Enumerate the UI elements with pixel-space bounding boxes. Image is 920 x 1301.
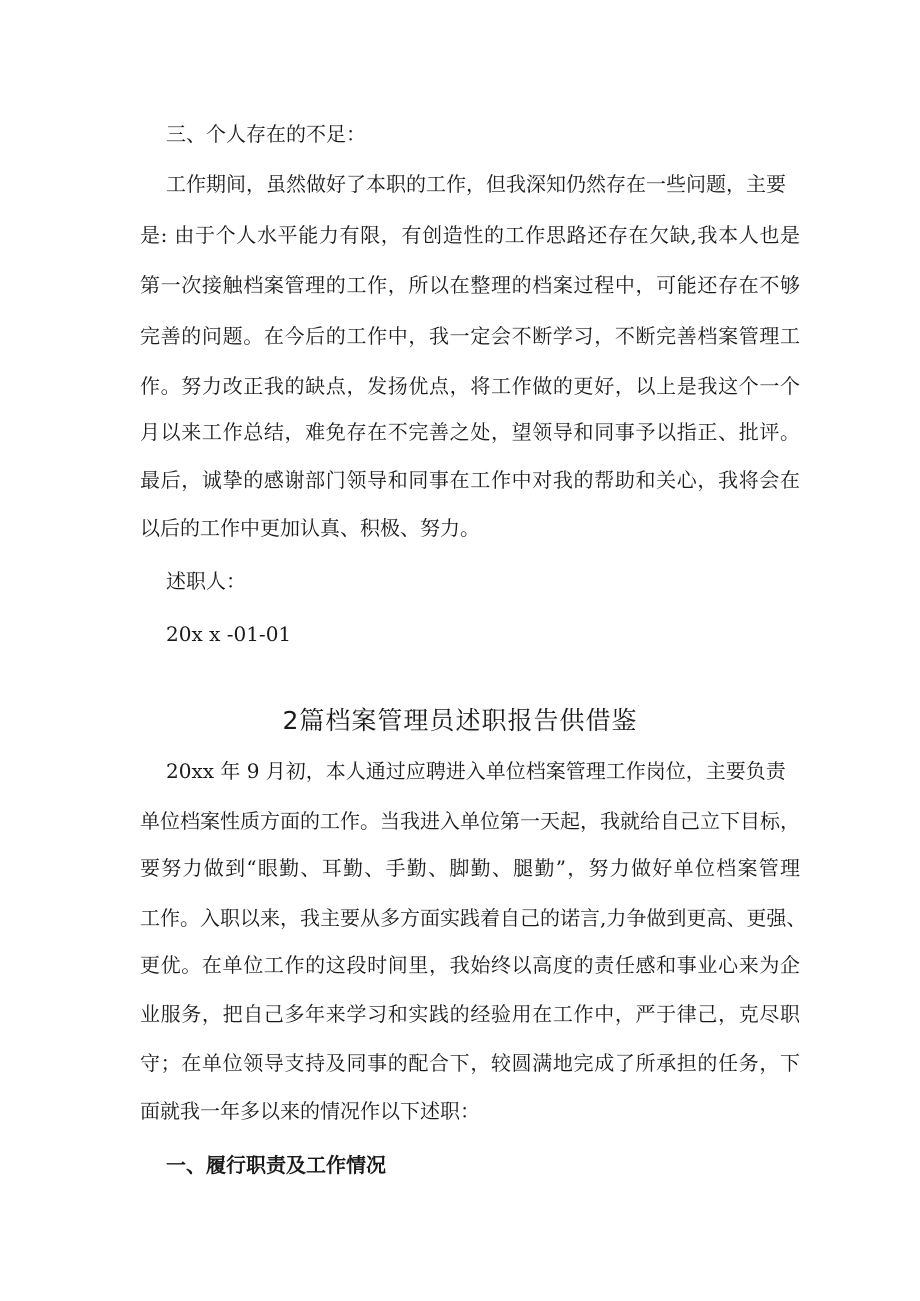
- section-heading-duties: 一、履行职责及工作情况: [166, 1153, 386, 1177]
- paragraph-line: 工作。入职以来，我主要从多方面实践着自己的诺言,力争做到更高、更强、: [140, 906, 807, 930]
- paragraph-line: 第一次接触档案管理的工作，所以在整理的档案过程中，可能还存在不够: [140, 273, 800, 297]
- paragraph-line: 单位档案性质方面的工作。当我进入单位第一天起，我就给自己立下目标，: [140, 809, 800, 833]
- paragraph-line: 是: 由于个人水平能力有限，有创造性的工作思路还存在欠缺,我本人也是: [140, 223, 800, 247]
- paragraph-line: 最后，诚挚的感谢部门领导和同事在工作中对我的帮助和关心，我将会在: [140, 468, 800, 492]
- article-title: 2篇档案管理员述职报告供借鉴: [282, 706, 638, 735]
- signature-label: 述职人：: [166, 569, 246, 593]
- paragraph-line: 工作期间，虽然做好了本职的工作，但我深知仍然存在一些问题，主要: [166, 172, 786, 196]
- paragraph-line: 作。努力改正我的缺点，发扬优点，将工作做的更好，以上是我这个一个: [140, 374, 800, 398]
- paragraph-line: 守；在单位领导支持及同事的配合下，较圆满地完成了所承担的任务，下: [140, 1051, 800, 1075]
- paragraph-line: 业服务，把自己多年来学习和实践的经验用在工作中，严于律己，克尽职: [140, 1002, 800, 1026]
- report-date: 20x x -01-01: [166, 622, 292, 646]
- section-heading-shortcomings: 三、个人存在的不足：: [166, 122, 366, 146]
- paragraph-line: 要努力做到“眼勤、耳勤、手勤、脚勤、腿勤”，努力做好单位档案管理: [140, 856, 800, 880]
- paragraph-line: 20xx 年 9 月初，本人通过应聘进入单位档案管理工作岗位，主要负责: [166, 759, 786, 783]
- paragraph-line: 更优。在单位工作的这段时间里，我始终以高度的责任感和事业心来为企: [140, 953, 800, 977]
- paragraph-line: 以后的工作中更加认真、积极、努力。: [140, 516, 480, 540]
- paragraph-line: 完善的问题。在今后的工作中，我一定会不断学习，不断完善档案管理工: [140, 324, 800, 348]
- paragraph-line: 月以来工作总结，难免存在不完善之处，望领导和同事予以指正、批评。: [140, 420, 800, 444]
- paragraph-line: 面就我一年多以来的情况作以下述职：: [140, 1099, 480, 1123]
